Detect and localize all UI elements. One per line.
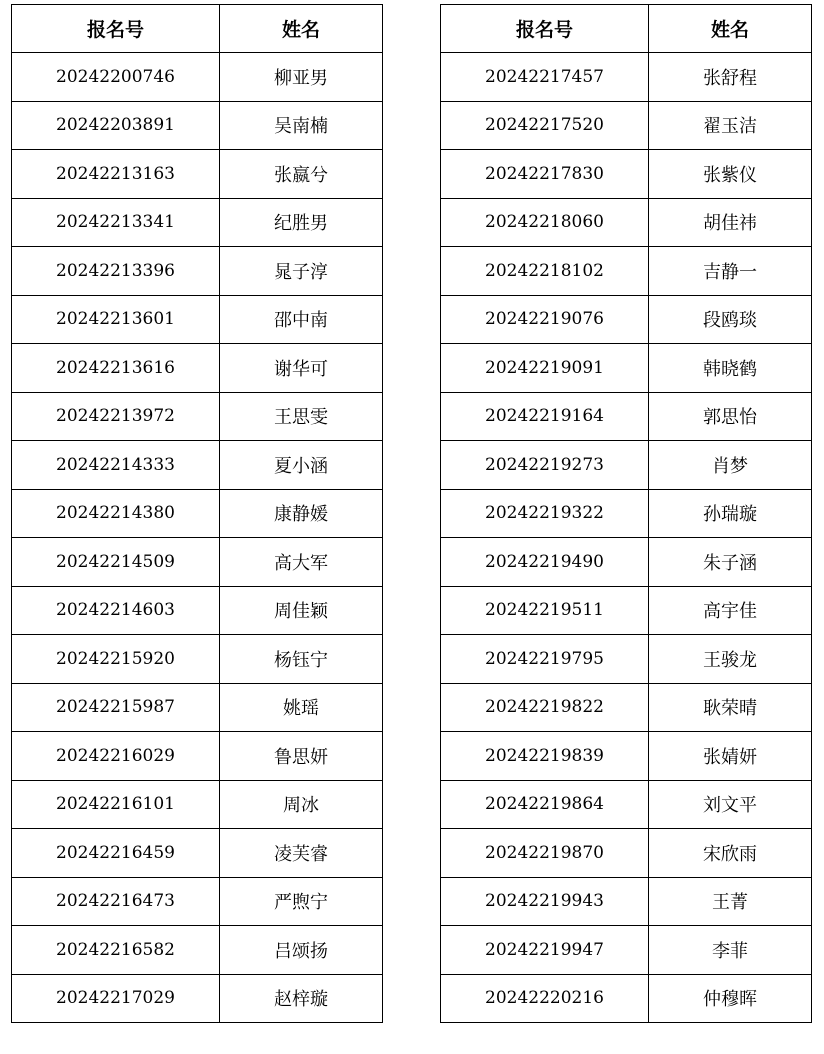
name-cell: 韩晓鹤	[649, 344, 812, 393]
name-cell: 高宇佳	[649, 586, 812, 635]
table-row	[12, 926, 383, 975]
registration-number-cell: 20242214509	[12, 538, 220, 587]
roster-body-right	[441, 53, 812, 1023]
name-cell: 高大军	[220, 538, 383, 587]
name-cell: 王思雯	[220, 392, 383, 441]
table-row	[12, 635, 383, 684]
name-cell: 夏小涵	[220, 441, 383, 490]
name-cell: 鲁思妍	[220, 732, 383, 781]
header-registration-number: 报名号	[441, 5, 649, 53]
name-cell: 谢华可	[220, 344, 383, 393]
table-row	[441, 974, 812, 1023]
name-cell: 吴南楠	[220, 101, 383, 150]
table-row	[12, 683, 383, 732]
name-cell: 郭思怡	[649, 392, 812, 441]
registration-number-cell: 20242214333	[12, 441, 220, 490]
name-cell: 邵中南	[220, 295, 383, 344]
registration-number-cell: 20242203891	[12, 101, 220, 150]
table-row	[441, 683, 812, 732]
name-cell: 刘文平	[649, 780, 812, 829]
header-name: 姓名	[649, 5, 812, 53]
registration-number-cell: 20242214380	[12, 489, 220, 538]
table-row	[12, 53, 383, 102]
registration-number-cell: 20242215920	[12, 635, 220, 684]
registration-number-cell: 20242217029	[12, 974, 220, 1023]
name-cell: 王菁	[649, 877, 812, 926]
registration-number-cell: 20242213972	[12, 392, 220, 441]
name-cell: 赵梓璇	[220, 974, 383, 1023]
registration-number-cell: 20242218102	[441, 247, 649, 296]
table-row	[12, 198, 383, 247]
table-row	[441, 489, 812, 538]
table-row	[441, 247, 812, 296]
table-row	[441, 926, 812, 975]
name-cell: 凌芙睿	[220, 829, 383, 878]
name-cell: 严煦宁	[220, 877, 383, 926]
table-row	[441, 101, 812, 150]
registration-number-cell: 20242216101	[12, 780, 220, 829]
registration-number-cell: 20242215987	[12, 683, 220, 732]
table-row	[12, 247, 383, 296]
registration-number-cell: 20242216473	[12, 877, 220, 926]
registration-number-cell: 20242219947	[441, 926, 649, 975]
table-row	[441, 829, 812, 878]
registration-number-cell: 20242220216	[441, 974, 649, 1023]
registration-number-cell: 20242218060	[441, 198, 649, 247]
registration-number-cell: 20242214603	[12, 586, 220, 635]
name-cell: 王骏龙	[649, 635, 812, 684]
registration-number-cell: 20242219164	[441, 392, 649, 441]
name-cell: 张舒程	[649, 53, 812, 102]
name-cell: 耿荣晴	[649, 683, 812, 732]
table-row	[441, 586, 812, 635]
name-cell: 康静媛	[220, 489, 383, 538]
table-row	[12, 344, 383, 393]
table-row	[441, 538, 812, 587]
table-row	[12, 295, 383, 344]
name-cell: 杨钰宁	[220, 635, 383, 684]
name-cell: 翟玉洁	[649, 101, 812, 150]
registration-number-cell: 20242219822	[441, 683, 649, 732]
name-cell: 吉静一	[649, 247, 812, 296]
table-row	[441, 53, 812, 102]
table-row	[441, 635, 812, 684]
registration-number-cell: 20242213163	[12, 150, 220, 199]
name-cell: 周佳颖	[220, 586, 383, 635]
name-cell: 周冰	[220, 780, 383, 829]
table-row	[12, 489, 383, 538]
header-row	[12, 5, 383, 53]
name-cell: 宋欣雨	[649, 829, 812, 878]
header-row	[441, 5, 812, 53]
table-row	[441, 150, 812, 199]
table-row	[441, 392, 812, 441]
name-cell: 段鸥琰	[649, 295, 812, 344]
table-row	[441, 877, 812, 926]
registration-number-cell: 20242217457	[441, 53, 649, 102]
registration-number-cell: 20242219490	[441, 538, 649, 587]
roster-body-left	[12, 53, 383, 1023]
registration-number-cell: 20242213396	[12, 247, 220, 296]
registration-number-cell: 20242219273	[441, 441, 649, 490]
registration-number-cell: 20242219076	[441, 295, 649, 344]
name-cell: 张婧妍	[649, 732, 812, 781]
table-row	[12, 586, 383, 635]
roster-table-left	[11, 4, 383, 1023]
registration-number-cell: 20242219864	[441, 780, 649, 829]
registration-number-cell: 20242213616	[12, 344, 220, 393]
table-row	[441, 780, 812, 829]
registration-number-cell: 20242219322	[441, 489, 649, 538]
registration-number-cell: 20242217830	[441, 150, 649, 199]
name-cell: 李菲	[649, 926, 812, 975]
roster-table-right	[440, 4, 812, 1023]
registration-number-cell: 20242216029	[12, 732, 220, 781]
table-row	[12, 150, 383, 199]
name-cell: 柳亚男	[220, 53, 383, 102]
name-cell: 纪胜男	[220, 198, 383, 247]
table-row	[441, 441, 812, 490]
registration-number-cell: 20242219870	[441, 829, 649, 878]
registration-number-cell: 20242216582	[12, 926, 220, 975]
registration-number-cell: 20242213601	[12, 295, 220, 344]
name-cell: 胡佳祎	[649, 198, 812, 247]
registration-number-cell: 20242219943	[441, 877, 649, 926]
name-cell: 张嬴兮	[220, 150, 383, 199]
registration-number-cell: 20242213341	[12, 198, 220, 247]
table-row	[12, 780, 383, 829]
name-cell: 朱子涵	[649, 538, 812, 587]
table-row	[12, 392, 383, 441]
registration-number-cell: 20242217520	[441, 101, 649, 150]
table-row	[441, 198, 812, 247]
table-row	[12, 877, 383, 926]
table-row	[441, 344, 812, 393]
table-row	[12, 829, 383, 878]
registration-number-cell: 20242219839	[441, 732, 649, 781]
table-row	[12, 974, 383, 1023]
name-cell: 仲穆晖	[649, 974, 812, 1023]
table-row	[12, 538, 383, 587]
table-row	[12, 441, 383, 490]
name-cell: 晁子淳	[220, 247, 383, 296]
header-registration-number: 报名号	[12, 5, 220, 53]
table-row	[12, 101, 383, 150]
name-cell: 肖梦	[649, 441, 812, 490]
registration-number-cell: 20242219795	[441, 635, 649, 684]
registration-number-cell: 20242216459	[12, 829, 220, 878]
registration-number-cell: 20242219511	[441, 586, 649, 635]
name-cell: 孙瑞璇	[649, 489, 812, 538]
table-row	[12, 732, 383, 781]
table-row	[441, 295, 812, 344]
table-row	[441, 732, 812, 781]
name-cell: 吕颂扬	[220, 926, 383, 975]
header-name: 姓名	[220, 5, 383, 53]
name-cell: 姚瑶	[220, 683, 383, 732]
registration-number-cell: 20242200746	[12, 53, 220, 102]
registration-number-cell: 20242219091	[441, 344, 649, 393]
name-cell: 张紫仪	[649, 150, 812, 199]
